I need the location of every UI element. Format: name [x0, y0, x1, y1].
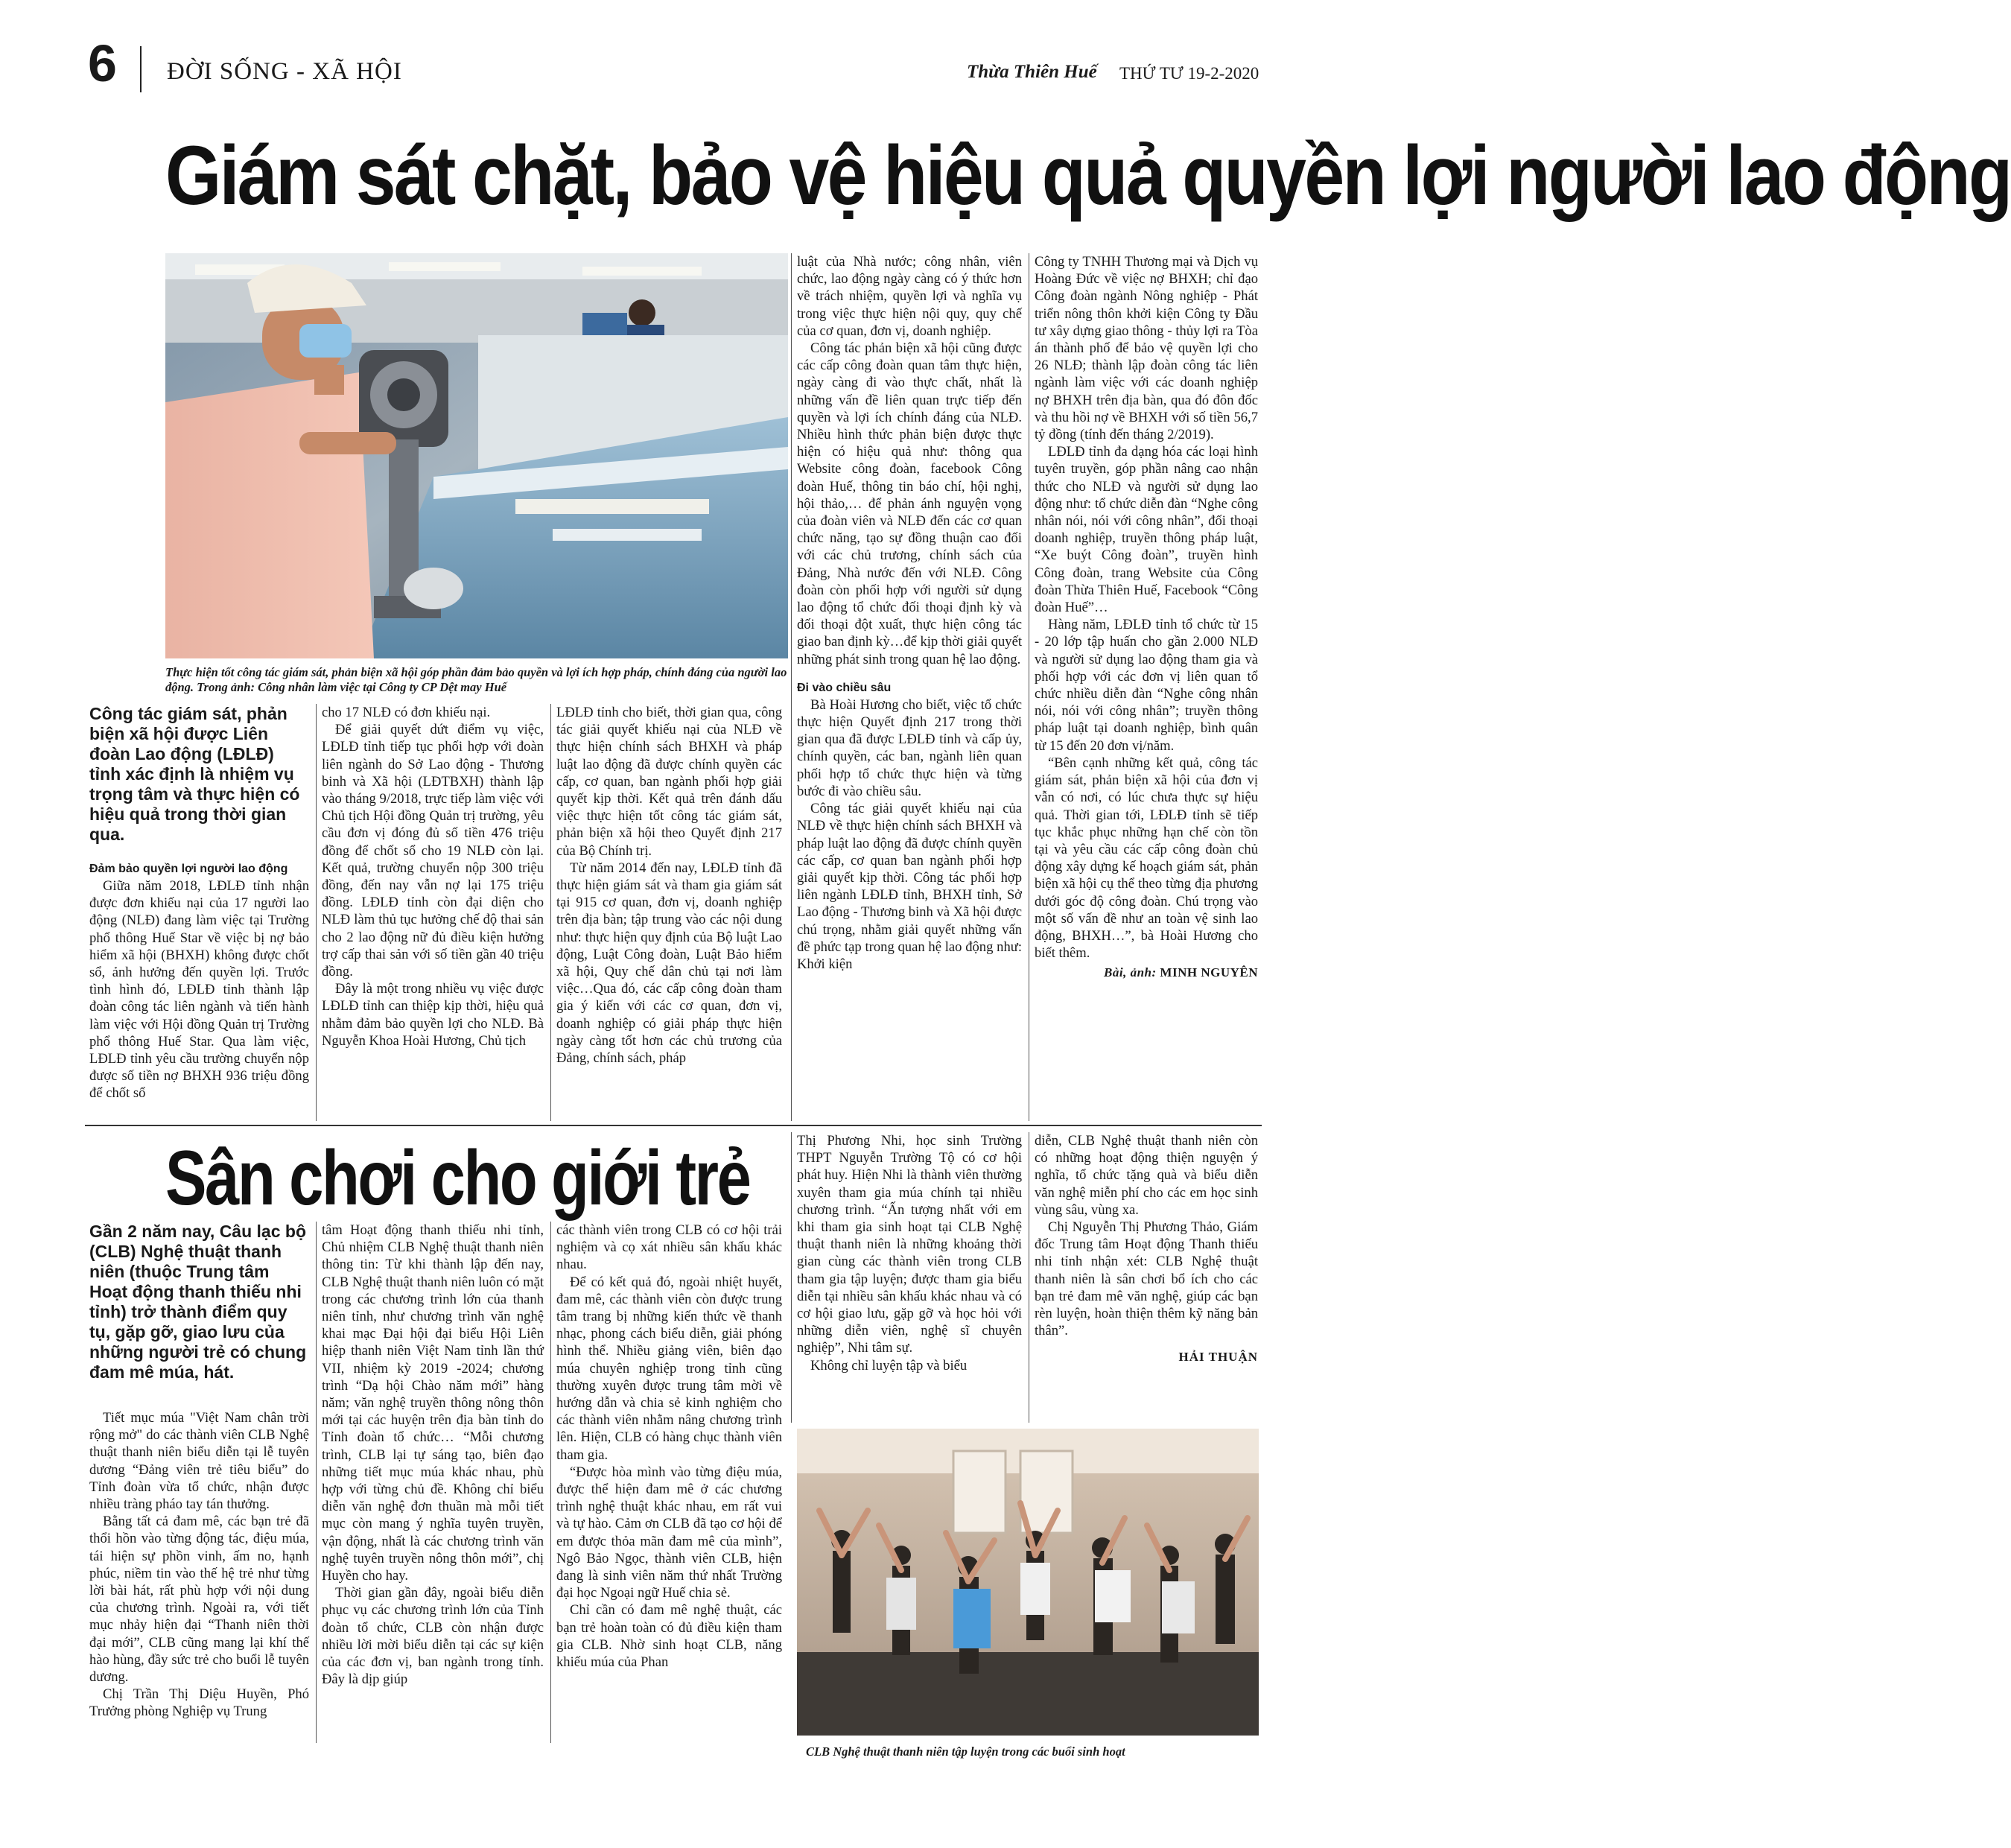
article2-lede: Gần 2 năm nay, Câu lạc bộ (CLB) Nghệ thuật thanh niên (thuộc Trung tâm Hoạt động thanh thiếu nhi tỉnh) trở thành điểm quy tụ, gặp gỡ, giao lưu của những người trẻ có chung đam mê múa, hát.	[89, 1222, 307, 1382]
paragraph: “Bên cạnh những kết quả, công tác giám sát, phản biện xã hội của đơn vị vẫn có nơi, có lúc chưa thực sự hiệu quả. Thời gian tới, LĐLĐ tỉnh sẽ tiếp tục khắc phục những hạn chế còn tồn tại và yêu cầu các cấp công đoàn chủ động xây dựng kế hoạch giám sát, phản biện xã hội cụ thể theo từng địa phương dưới góc độ công đoàn. Chú trọng vào một số vấn đề như an toàn vệ sinh lao động, BHXH…”, bà Hoài Hương cho biết thêm.	[1035, 755, 1258, 962]
column-rule	[791, 1132, 792, 1423]
paragraph: Thời gian gần đây, ngoài biểu diễn phục vụ các chương trình lớn của Tỉnh đoàn tổ chức, CLB còn nhận được nhiều lời mời biểu diễn tại các sự kiện của các đơn vị, ban ngành trong tỉnh. Đây là dịp giúp	[322, 1585, 544, 1688]
column-rule	[550, 704, 551, 1121]
dance-practice-image	[797, 1429, 1259, 1736]
paragraph: Từ năm 2014 đến nay, LĐLĐ tỉnh đã thực hiện giám sát và tham gia giám sát tại 915 cơ quan, đơn vị, doanh nghiệp trên địa bàn; tập trung vào các nội dung như: thực hiện quy định của Bộ luật Lao động, Luật Công đoàn, Luật Bảo hiểm xã hội, Quy chế dân chủ tại nơi làm việc…Qua đó, các cấp công đoàn tham gia ý kiến với các cơ quan, đơn vị, doanh nghiệp có giải pháp thực hiện ngày càng tốt hơn các chủ trương của Đảng, chính sách, pháp	[556, 860, 782, 1067]
article1-byline	[1035, 964, 1258, 981]
byline-label: Bài, ảnh:	[1104, 965, 1160, 980]
paragraph: cho 17 NLĐ có đơn khiếu nại.	[322, 705, 491, 720]
article2-column-2	[322, 1222, 544, 1688]
article1-subhead-2: Đi vào chiều sâu	[797, 681, 892, 694]
paragraph: Chỉ cần có đam mê nghệ thuật, các bạn trẻ hoàn toàn có đủ điều kiện tham gia CLB. Nhờ sinh hoạt CLB, năng khiếu múa của Phan	[556, 1602, 782, 1671]
paragraph: các thành viên trong CLB có cơ hội trải nghiệm và cọ xát nhiều sân khấu khác nhau.	[556, 1222, 782, 1273]
article1-photo-caption: Thực hiện tốt công tác giám sát, phản biện xã hội góp phần đảm bảo quyền và lợi ích hợp pháp, chính đáng của người lao động. Trong ảnh: Công nhân làm việc tại Công ty CP Dệt may Huế	[165, 665, 787, 694]
article2-byline: HẢI THUẬN	[1178, 1350, 1258, 1365]
paragraph: Bà Hoài Hương cho biết, việc tổ chức thực hiện Quyết định 217 trong thời gian qua đã được LĐLĐ tỉnh và cấp ủy, chính quyền, các ban, ngành liên quan phối hợp tổ chức thực hiện và từng bước đi vào chiều sâu.	[797, 696, 1022, 799]
article2-photo-dancers	[797, 1429, 1259, 1736]
column-rule	[316, 1222, 317, 1743]
article1-column-1	[89, 704, 309, 1102]
paragraph: Công tác giải quyết khiếu nại của NLĐ về thực hiện chính sách BHXH và pháp luật lao động đã được chính quyền các cấp, cơ quan ban ngành phối hợp giải quyết kịp thời. Công tác phối hợp liên ngành LĐLĐ tỉnh, BHXH tỉnh, Sở Lao động - Thương binh và Xã hội được chú trọng, nhằm giải quyết những vấn đề phức tạp trong quan hệ lao động như: Khởi kiện	[797, 801, 1022, 972]
paragraph: Giữa năm 2018, LĐLĐ tỉnh nhận được đơn khiếu nại của 17 người lao động (NLĐ) đang làm việc tại Trường phổ thông Huế Star về việc bị nợ bảo hiểm xã hội (BHXH) không được chốt sổ, ảnh hưởng đến quyền lợi. Trước tình hình đó, LĐLĐ tỉnh thành lập đoàn công tác liên ngành và tiến hành làm việc với Hội đồng Quản trị Trường phổ thông Huế Star. Qua làm việc, LĐLĐ tỉnh yêu cầu trường chuyển nộp được số tiền nợ BHXH 936 triệu đồng để chốt sổ	[89, 878, 309, 1102]
paragraph: Để có kết quả đó, ngoài nhiệt huyết, đam mê, các thành viên còn được trung tâm trang bị những kiến thức về thanh nhạc, phong cách biểu diễn, giải phóng hình thể. Nhiều giảng viên, biên đạo múa chuyên nghiệp trong tỉnh cũng thường xuyên được trung tâm mời về hướng dẫn và chia sẻ kinh nghiệm cho các thành viên nhằm nâng chương trình lên. Hiện, CLB có hàng chục thành viên tham gia.	[556, 1274, 782, 1463]
paragraph: Đây là một trong nhiều vụ việc được LĐLĐ tỉnh can thiệp kịp thời, hiệu quả nhằm đảm bảo quyền lợi cho NLĐ. Bà Nguyễn Khoa Hoài Hương, Chủ tịch	[322, 981, 544, 1049]
paragraph: Thị Phương Nhi, học sinh Trường THPT Nguyễn Trường Tộ có cơ hội phát huy. Hiện Nhi là thành viên thường xuyên tham gia múa chính tại nhiều chương trình. “Ấn tượng nhất với em khi tham gia sinh hoạt tại CLB Nghệ thuật thanh niên là những khoảng thời gian cùng các thành viên trong CLB tham gia tập luyện; được tham gia biểu diễn tại nhiều sân khấu khác nhau và có cơ hội giao lưu, gặp gỡ và học hỏi với những diễn viên, nghệ sĩ chuyên nghiệp”, Nhi tâm sự.	[797, 1133, 1022, 1356]
paragraph: diễn, CLB Nghệ thuật thanh niên còn có những hoạt động thiện nguyện ý nghĩa, tổ chức tặng quà và biểu diễn văn nghệ miễn phí cho các em học sinh vùng sâu, vùng xa.	[1035, 1133, 1258, 1218]
article2-column-4	[797, 1132, 1022, 1374]
article1-lede: Công tác giám sát, phản biện xã hội được Liên đoàn Lao động (LĐLĐ) tỉnh xác định là nhiệm vụ trọng tâm và thực hiện có hiệu quả trong thời gian qua.	[89, 704, 300, 844]
article1-column-2	[322, 704, 544, 1050]
paragraph: LĐLĐ tỉnh cho biết, thời gian qua, công tác giải quyết khiếu nại của NLĐ về thực hiện chính sách BHXH và pháp luật lao động đã được chính quyền các cấp, cơ quan, ban ngành phối hợp giải quyết kịp thời. Kết quả trên đánh dấu việc thực hiện tốt công tác giám sát, phản biện xã hội theo Quyết định 217 của Bộ Chính trị.	[556, 705, 782, 859]
paragraph: Để giải quyết dứt điểm vụ việc, LĐLĐ tỉnh tiếp tục phối hợp với đoàn liên ngành do Sở Lao động - Thương binh và Xã hội (LĐTBXH) thành lập vào tháng 9/2018, trực tiếp làm việc với Chủ tịch Hội đồng Quản trị trường, yêu cầu đơn vị đóng đủ số tiền 476 triệu đồng để chốt sổ cho 19 NLĐ còn lại. Kết quả, trường chuyển nộp 300 triệu đồng, đến nay vẫn nợ lại 175 triệu đồng. LĐLĐ tỉnh còn đại diện cho NLĐ làm thủ tục hưởng chế độ thai sản cho 2 lao động nữ đủ điều kiện hưởng trợ cấp thai sản với số tiền gần 40 triệu đồng.	[322, 722, 544, 980]
worker-cutting-fabric-image	[165, 253, 788, 658]
column-rule	[316, 704, 317, 1121]
paragraph: Không chỉ luyện tập và biểu	[810, 1357, 968, 1374]
byline-name: MINH NGUYÊN	[1160, 965, 1258, 980]
paragraph: Chị Nguyễn Thị Phương Thảo, Giám đốc Trung tâm Hoạt động Thanh thiếu nhi tỉnh nhận xét: CLB Nghệ thuật thanh niên là sân chơi bổ ích cho các bạn trẻ đam mê văn nghệ, giúp các bạn rèn luyện, hoàn thiện thêm kỹ năng bản thân”.	[1035, 1219, 1258, 1339]
page-number: 6	[88, 34, 117, 92]
article1-column-3	[556, 704, 782, 1067]
article1-headline: Giám sát chặt, bảo vệ hiệu quả quyền lợi người lao động	[165, 128, 2011, 223]
paragraph: Hàng năm, LĐLĐ tỉnh tổ chức từ 15 - 20 lớp tập huấn cho gần 2.000 NLĐ và người sử dụng lao động tham gia và phối hợp với các đơn vị liên quan tổ chức nhiều diễn đàn “Nghe công nhân nói, nói với công nhân”; truyền thông pháp luật tại doanh nghiệp, bình quân từ 15 đến 20 đơn vị/năm.	[1035, 617, 1258, 754]
paragraph: LĐLĐ tỉnh đa dạng hóa các loại hình tuyên truyền, góp phần nâng cao nhận thức cho NLĐ và người sử dụng lao động như: tổ chức diễn đàn “Nghe công nhân nói, nói với công nhân”, đối thoại doanh nghiệp, truyền thông pháp luật, “Xe buýt Công đoàn”, truyền hình Công đoàn, trang Website của Công đoàn Thừa Thiên Huế, Facebook “Công đoàn Huế”…	[1035, 444, 1258, 616]
article2-column-5	[1035, 1132, 1258, 1366]
article-divider	[85, 1125, 1262, 1126]
paragraph: Công tác phản biện xã hội cũng được các cấp công đoàn quan tâm thực hiện, ngày càng đi vào thực chất, nhất là những vấn đề liên quan trực tiếp đến quyền và lợi ích chính đáng của NLĐ. Nhiều hình thức phản biện được thực hiện có hiệu quả như: thông qua Website công đoàn, facebook Công đoàn Huế, thông tin báo chí, hội nghị, hội thảo,… để phản ánh nguyện vọng của đoàn viên và NLĐ đến các cơ quan chức năng, tạo sự đồng thuận cao đối với các chủ trương, chính sách của Đảng, Nhà nước đến với NLĐ. Công đoàn còn phối hợp với người sử dụng lao động tổ chức đối thoại định kỳ và đối thoại đột xuất, thực hiện công tác giao ban định kỳ…để kịp thời giải quyết những phát sinh trong quan hệ lao động.	[797, 340, 1022, 667]
paragraph: tâm Hoạt động thanh thiếu nhi tỉnh, Chủ nhiệm CLB Nghệ thuật thanh niên thông tin: Từ khi thành lập đến nay, CLB Nghệ thuật thanh niên luôn có mặt trong các chương trình lớn của thanh niên tỉnh, như chương trình văn nghệ khai mạc Đại hội đại biểu Hội Liên hiệp thanh niên Việt Nam tỉnh lần thứ VII, nhiệm kỳ 2019 -2024; chương trình “Dạ hội Chào năm mới” hàng năm; văn nghệ truyền thông nông thôn mới tại các huyện trên địa bàn tỉnh do Tỉnh đoàn tổ chức… “Mỗi chương trình, CLB lại tự sáng tạo, biên đạo những tiết mục múa khác nhau, phù hợp với từng chủ đề. Không chỉ biểu diễn văn nghệ đơn thuần mà mỗi tiết mục còn mang ý nghĩa tuyên truyền, vận động, nhất là các chương trình văn nghệ tuyên truyền nông thôn mới”, chị Huyền cho hay.	[322, 1222, 544, 1584]
paragraph: Tiết mục múa "Việt Nam chân trời rộng mở" do các thành viên CLB Nghệ thuật thanh niên biểu diễn tại lễ tuyên dương “Đảng viên trẻ tiêu biểu” do Tỉnh đoàn vừa tổ chức, nhận được nhiều tràng pháo tay tán thưởng.	[89, 1410, 309, 1513]
column-rule	[550, 1222, 551, 1743]
issue-date: THỨ TƯ 19-2-2020	[1119, 64, 1259, 83]
article1-photo-worker	[165, 253, 788, 658]
paragraph: Chị Trần Thị Diệu Huyền, Phó Trưởng phòng Nghiệp vụ Trung	[89, 1686, 309, 1720]
paragraph: “Được hòa mình vào từng điệu múa, được thể hiện đam mê ở các chương trình nghệ thuật khác nhau, em rất vui và tự hào. Cảm ơn CLB đã tạo cơ hội để em được thỏa mãn đam mê của mình”, Ngô Bảo Ngọc, thành viên CLB, hiện đang là sinh viên năm thứ nhất Trường đại học Ngoại ngữ Huế chia sẻ.	[556, 1464, 782, 1601]
article2-photo-caption: CLB Nghệ thuật thanh niên tập luyện trong các buổi sinh hoạt	[806, 1744, 1125, 1759]
article2-headline: Sân chơi cho giới trẻ	[165, 1135, 750, 1222]
article1-column-5	[1035, 253, 1258, 982]
article1-column-4	[797, 253, 1022, 973]
article2-column-3	[556, 1222, 782, 1671]
paragraph: Công ty TNHH Thương mại và Dịch vụ Hoàng Đức về việc nợ BHXH; chỉ đạo Công đoàn ngành Nông nghiệp - Phát triển nông thôn khởi kiện Công ty Đầu tư xây dựng giao thông - thủy lợi ra Tòa án thành phố để bảo vệ quyền lợi cho 26 NLĐ; thành lập đoàn công tác liên ngành làm việc với các doanh nghiệp nợ BHXH trên địa bàn, qua đó đôn đốc và thu hồi nợ về BHXH với số tiền 56,7 tỷ đồng (tính đến tháng 2/2019).	[1035, 254, 1258, 443]
newspaper-name: Thừa Thiên Huế	[967, 62, 1097, 82]
section-title: ĐỜI SỐNG - XÃ HỘI	[167, 58, 402, 85]
article1-subhead-1: Đảm bảo quyền lợi người lao động	[89, 863, 288, 875]
header-divider	[140, 46, 142, 92]
article2-column-1	[89, 1222, 309, 1721]
column-rule	[791, 253, 792, 1121]
paragraph: luật của Nhà nước; công nhân, viên chức, lao động ngày càng có ý thức hơn về trách nhiệm, quyền lợi và nghĩa vụ trong việc thực hiện nội quy, quy chế của cơ quan, đơn vị, doanh nghiệp.	[797, 254, 1022, 339]
paragraph: Bằng tất cả đam mê, các bạn trẻ đã thổi hồn vào từng động tác, điệu múa, tái hiện sự phồn vinh, ấm no, hạnh phúc, niềm tin vào thế hệ trẻ như từng lời bài hát, rất phù hợp với nội dung của chương trình. Ngoài ra, với tiết mục nhảy hiện đại “Thanh niên thời đại mới”, CLB cũng mang lại khí thế hào hùng, đầy sức trẻ cho buổi lễ tuyên dương.	[89, 1514, 309, 1686]
